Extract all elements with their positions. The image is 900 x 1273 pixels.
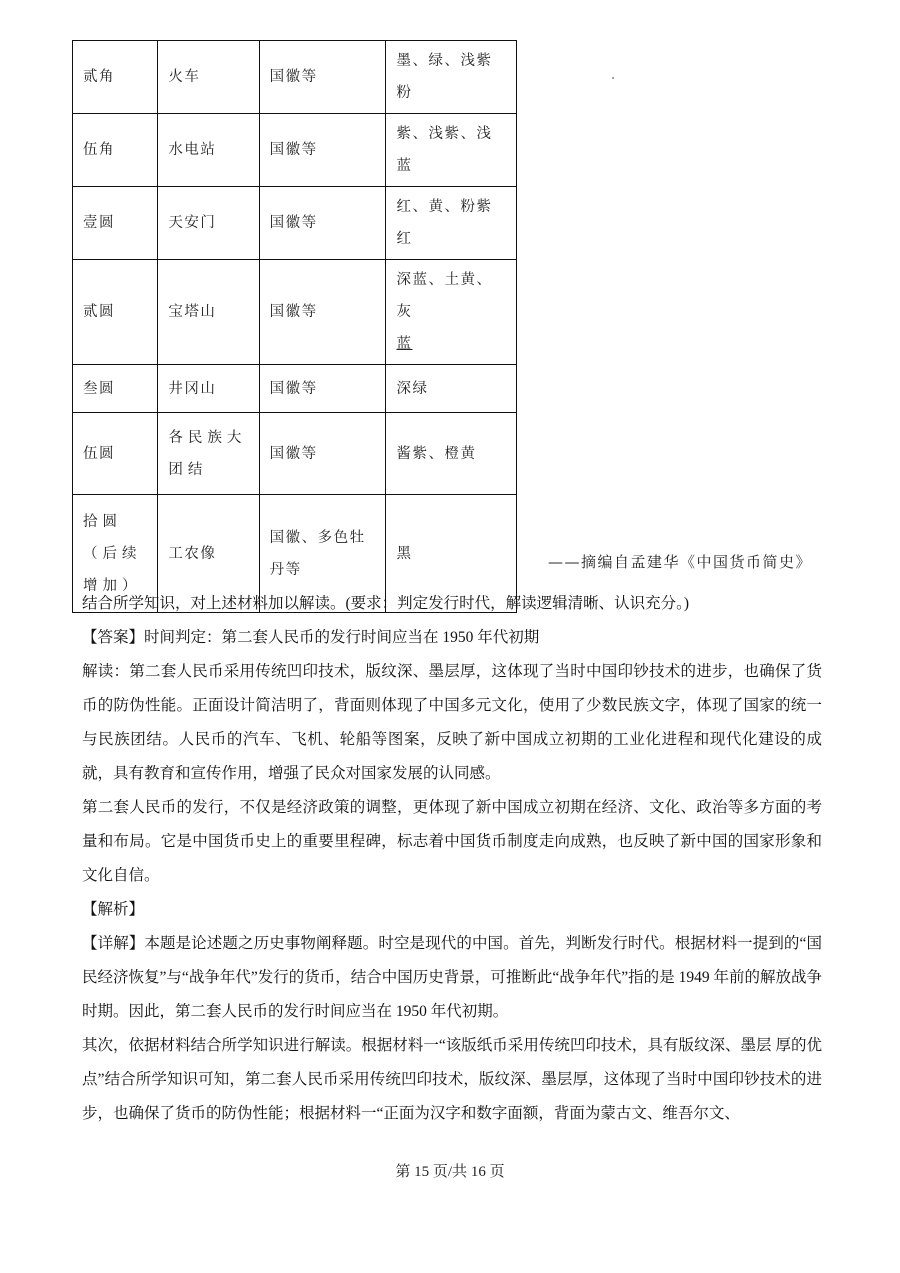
interpretation-paragraph: 第二套人民币的发行，不仅是经济政策的调整，更体现了新中国成立初期在经济、文化、政治等多方面的考量和布局。它是中国货币史上的重要里程碑，标志着中国货币制度走向成熟，也反映了新中国的国家形象和文化自信。 bbox=[82, 799, 822, 884]
cell-front: 火车 bbox=[158, 41, 259, 114]
cell-colors bbox=[386, 260, 517, 365]
table-row bbox=[73, 413, 517, 495]
cell-back: 国徽等 bbox=[259, 260, 386, 365]
cell-colors: 墨、绿、浅紫粉 bbox=[386, 41, 517, 114]
cell-front: 宝塔山 bbox=[158, 260, 259, 365]
answer-paragraph: 【答案】时间判定：第二套人民币的发行时间应当在 1950 年代初期 bbox=[82, 629, 540, 646]
cell-front: 井冈山 bbox=[158, 365, 259, 413]
cell-back: 国徽、多色牡丹等 bbox=[259, 495, 386, 613]
cell-colors: 酱紫、橙黄 bbox=[386, 413, 517, 495]
table-row bbox=[73, 365, 517, 413]
cell-back: 国徽等 bbox=[259, 114, 386, 187]
scan-dot bbox=[612, 77, 614, 79]
table-row bbox=[73, 260, 517, 365]
detail-paragraph: 【详解】本题是论述题之历史事物阐释题。时空是现代的中国。首先，判断发行时代。根据材料一提到的“国民经济恢复”与“战争年代”发行的货币，结合中国历史背景，可推断此“战争年代”指的是 1949 年前的解放战争时期。因此，第二套人民币的发行时间应当在 1950 年代初期。 bbox=[82, 935, 822, 1020]
cell-back: 国徽等 bbox=[259, 41, 386, 114]
cell-denomination: 壹圆 bbox=[73, 187, 158, 260]
cell-back: 国徽等 bbox=[259, 413, 386, 495]
colors-text-continued: 蓝 bbox=[396, 336, 413, 352]
answer-body bbox=[82, 587, 822, 1131]
table-row bbox=[73, 41, 517, 114]
analysis-heading: 【解析】 bbox=[82, 901, 145, 918]
source-citation: ——摘编自孟建华《中国货币简史》 bbox=[547, 553, 812, 571]
cell-front: 工农像 bbox=[158, 495, 259, 613]
banknote-table bbox=[72, 40, 517, 613]
cell-colors: 红、黄、粉紫红 bbox=[386, 187, 517, 260]
cell-denomination: 贰角 bbox=[73, 41, 158, 114]
cell-front: 水电站 bbox=[158, 114, 259, 187]
cell-colors: 黑 bbox=[386, 495, 517, 613]
cell-denomination: 拾圆（后续增加） bbox=[73, 495, 158, 613]
cell-back: 国徽等 bbox=[259, 187, 386, 260]
colors-text: 深蓝、土黄、灰 bbox=[396, 272, 493, 320]
interpretation-paragraph: 解读：第二套人民币采用传统凹印技术，版纹深、墨层厚，这体现了当时中国印钞技术的进步，也确保了货币的防伪性能。正面设计简洁明了，背面则体现了中国多元文化，使用了少数民族文字，体现了国家的统一与民族团结。人民币的汽车、飞机、轮船等图案，反映了新中国成立初期的工业化进程和现代化建设的成就，具有教育和宣传作用，增强了民众对国家发展的认同感。 bbox=[82, 663, 822, 782]
table-row bbox=[73, 114, 517, 187]
cell-denomination: 伍角 bbox=[73, 114, 158, 187]
cell-denomination: 伍圆 bbox=[73, 413, 158, 495]
cell-denomination: 叁圆 bbox=[73, 365, 158, 413]
cell-colors: 紫、浅紫、浅蓝 bbox=[386, 114, 517, 187]
page-number: 第 15 页/共 16 页 bbox=[395, 1164, 505, 1180]
cell-back: 国徽等 bbox=[259, 365, 386, 413]
question-prompt: 结合所学知识，对上述材料加以解读。(要求：判定发行时代，解读逻辑清晰、认识充分。) bbox=[82, 595, 690, 612]
detail-paragraph: 其次，依据材料结合所学知识进行解读。根据材料一“该版纸币采用传统凹印技术，具有版纹深、墨层 厚的优点”结合所学知识可知，第二套人民币采用传统凹印技术，版纹深、墨层厚，这体现了当时中国印钞技术的进步，也确保了货币的防伪性能；根据材料一“正面为汉字和数字面额，背面为蒙古文、维吾尔文、 bbox=[82, 1037, 822, 1122]
cell-front: 天安门 bbox=[158, 187, 259, 260]
cell-denomination: 贰圆 bbox=[73, 260, 158, 365]
cell-colors: 深绿 bbox=[386, 365, 517, 413]
cell-front: 各民族大团结 bbox=[158, 413, 259, 495]
table-row bbox=[73, 187, 517, 260]
